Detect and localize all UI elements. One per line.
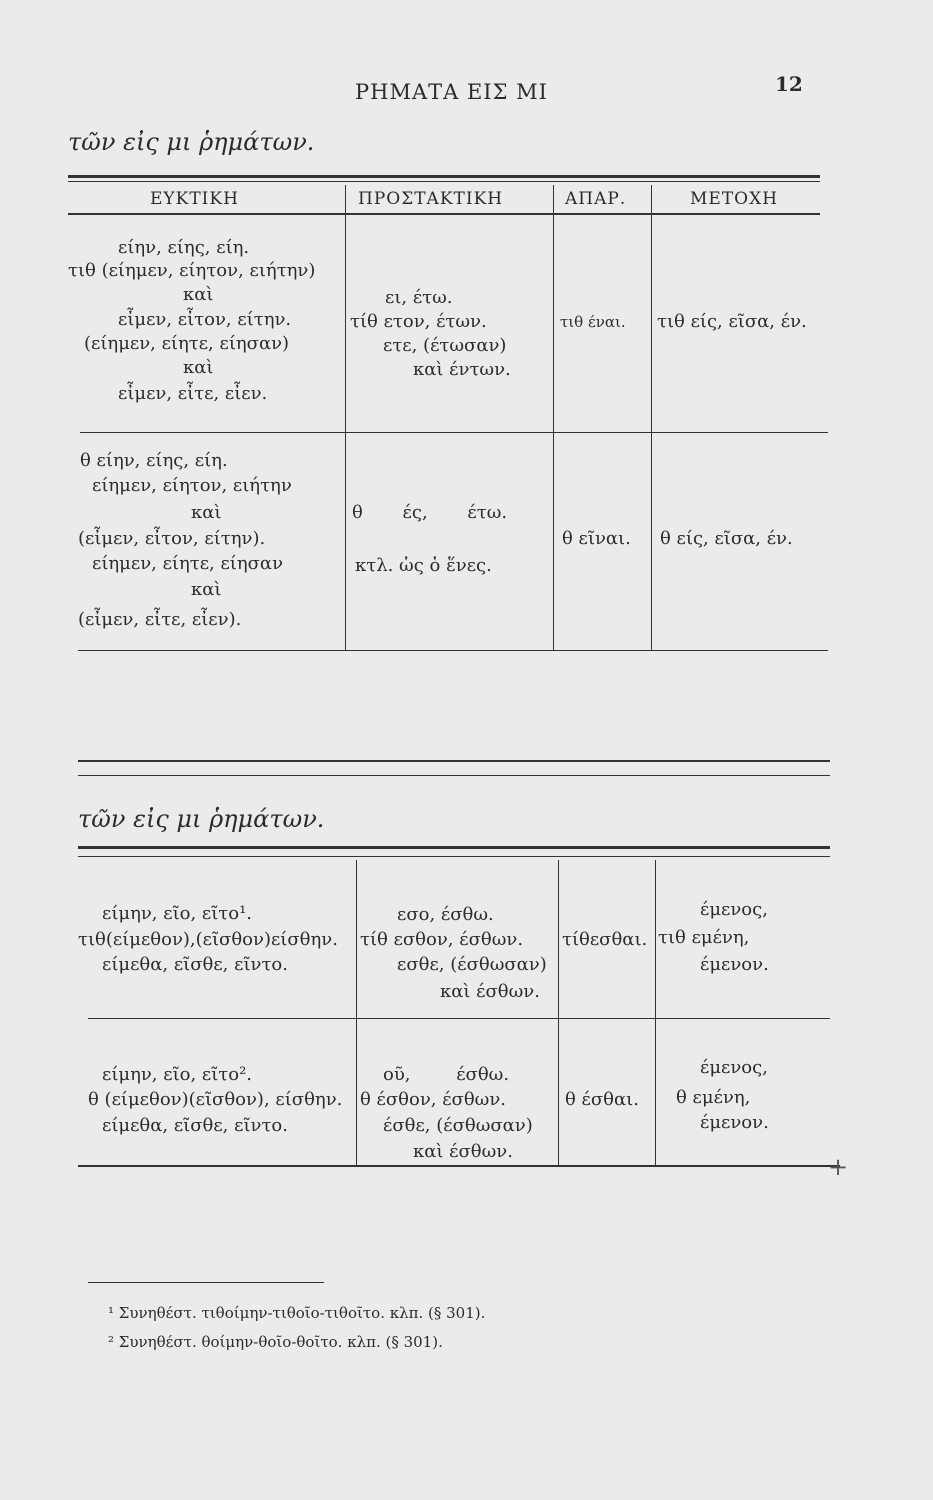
prostaktiki-line: εσο, έσθω. (397, 904, 494, 925)
column-divider (558, 860, 559, 1165)
euktiki-line: (εἶμεν, εἶτον, είτην). (78, 528, 266, 549)
euktiki-line: καὶ (183, 284, 214, 305)
apar-value: τιθ έναι. (560, 313, 626, 331)
metochi-value: τιθ είς, εῖσα, έν. (657, 311, 807, 332)
column-header-prostaktiki: ΠΡΟΣΤΑΚΤΙΚΗ (358, 189, 504, 209)
euktiki-line: είμην, εῖο, εῖτο¹. (102, 903, 253, 924)
column-header-apar: ΑΠΑΡ. (565, 189, 627, 209)
prostaktiki-line: τίθ ετον, έτων. (350, 311, 487, 332)
table-bottom-rule (78, 1165, 840, 1167)
metochi-line: τιθ εμένη, (658, 927, 750, 948)
column-divider (553, 185, 554, 650)
euktiki-line: θ (είμεθον)(εῖσθον), είσθην. (88, 1089, 343, 1110)
column-header-metochi: ΜΕΤΟΧΗ (690, 189, 779, 209)
euktiki-line: καὶ (183, 357, 214, 378)
table-header-rule (68, 213, 820, 215)
prostaktiki-line: θ ές, έτω. (352, 502, 508, 523)
table-top-rule (78, 846, 830, 849)
euktiki-line: είην, είης, είη. (118, 237, 250, 258)
cross-mark: + (828, 1153, 849, 1181)
euktiki-line: είμεθα, εῖσθε, εῖντο. (102, 954, 288, 975)
metochi-line: θ εμένη, (676, 1087, 751, 1108)
euktiki-line: τιθ(είμεθον),(εῖσθον)είσθην. (78, 929, 338, 950)
prostaktiki-line: εσθε, (έσθωσαν) (397, 954, 547, 975)
euktiki-line: είμεθα, εῖσθε, εῖντο. (102, 1115, 288, 1136)
metochi-line: έμενον. (700, 954, 769, 975)
apar-value: θ εῖναι. (562, 528, 631, 549)
metochi-line: έμενον. (700, 1112, 769, 1133)
prostaktiki-line: καὶ έσθων. (440, 981, 540, 1002)
prostaktiki-line: τίθ εσθον, έσθων. (360, 929, 524, 950)
table-bottom-rule (78, 650, 828, 651)
column-divider (655, 860, 656, 1165)
prostaktiki-line: ετε, (έτωσαν) (383, 335, 507, 356)
euktiki-line: είημεν, είητε, είησαν (92, 553, 284, 574)
euktiki-line: τιθ (είημεν, είητον, ειήτην) (68, 260, 316, 281)
euktiki-line: θ είην, είης, είη. (80, 450, 228, 471)
section-heading: τῶν εἰς μι ῥημάτων. (68, 128, 315, 156)
metochi-value: θ είς, εῖσα, έν. (660, 528, 793, 549)
apar-value: τίθεσθαι. (562, 929, 648, 950)
page-number: 12 (775, 72, 803, 96)
euktiki-line: εἶμεν, εἶτον, είτην. (118, 309, 292, 330)
section-divider (78, 775, 830, 776)
table-row-divider (88, 1018, 830, 1019)
section-divider (78, 760, 830, 762)
euktiki-line: (εἶμεν, εἶτε, εἶεν). (78, 609, 242, 630)
column-divider (651, 185, 652, 650)
table-top-rule-thin (68, 181, 820, 182)
footnote: ² Συνηθέστ. θοίμην-θοῖο-θοῖτο. κλπ. (§ 301). (108, 1333, 443, 1351)
column-divider (356, 860, 357, 1165)
prostaktiki-line: έσθε, (έσθωσαν) (383, 1115, 533, 1136)
prostaktiki-line: ει, έτω. (385, 287, 453, 308)
footnote: ¹ Συνηθέστ. τιθοίμην-τιθοῖο-τιθοῖτο. κλπ. (§ 301). (108, 1304, 486, 1322)
prostaktiki-line: οῦ, έσθω. (383, 1064, 510, 1085)
euktiki-line: καὶ (191, 502, 222, 523)
prostaktiki-line: καὶ έντων. (413, 359, 511, 380)
table-row-divider (80, 432, 828, 433)
prostaktiki-line: θ έσθον, έσθων. (360, 1089, 507, 1110)
prostaktiki-line: κτλ. ὡς ὁ ἕνες. (355, 555, 492, 576)
section-heading: τῶν εἰς μι ῥημάτων. (78, 805, 325, 833)
prostaktiki-line: καὶ έσθων. (413, 1141, 513, 1162)
column-header-euktiki: ΕΥΚΤΙΚΗ (150, 189, 239, 209)
euktiki-line: (είημεν, είητε, είησαν) (84, 333, 290, 354)
running-title: ΡΗΜΑΤΑ ΕΙΣ ΜΙ (355, 80, 548, 104)
euktiki-line: εἶμεν, εἶτε, εἶεν. (118, 383, 268, 404)
column-divider (345, 185, 346, 650)
euktiki-line: είημεν, είητον, ειήτην (92, 475, 292, 496)
metochi-line: έμενος, (700, 899, 768, 920)
table-top-rule-thin (78, 856, 830, 857)
table-top-rule (68, 175, 820, 178)
apar-value: θ έσθαι. (565, 1089, 639, 1110)
euktiki-line: καὶ (191, 579, 222, 600)
metochi-line: έμενος, (700, 1057, 768, 1078)
footnote-rule (88, 1282, 324, 1283)
euktiki-line: είμην, εῖο, εῖτο². (102, 1064, 253, 1085)
